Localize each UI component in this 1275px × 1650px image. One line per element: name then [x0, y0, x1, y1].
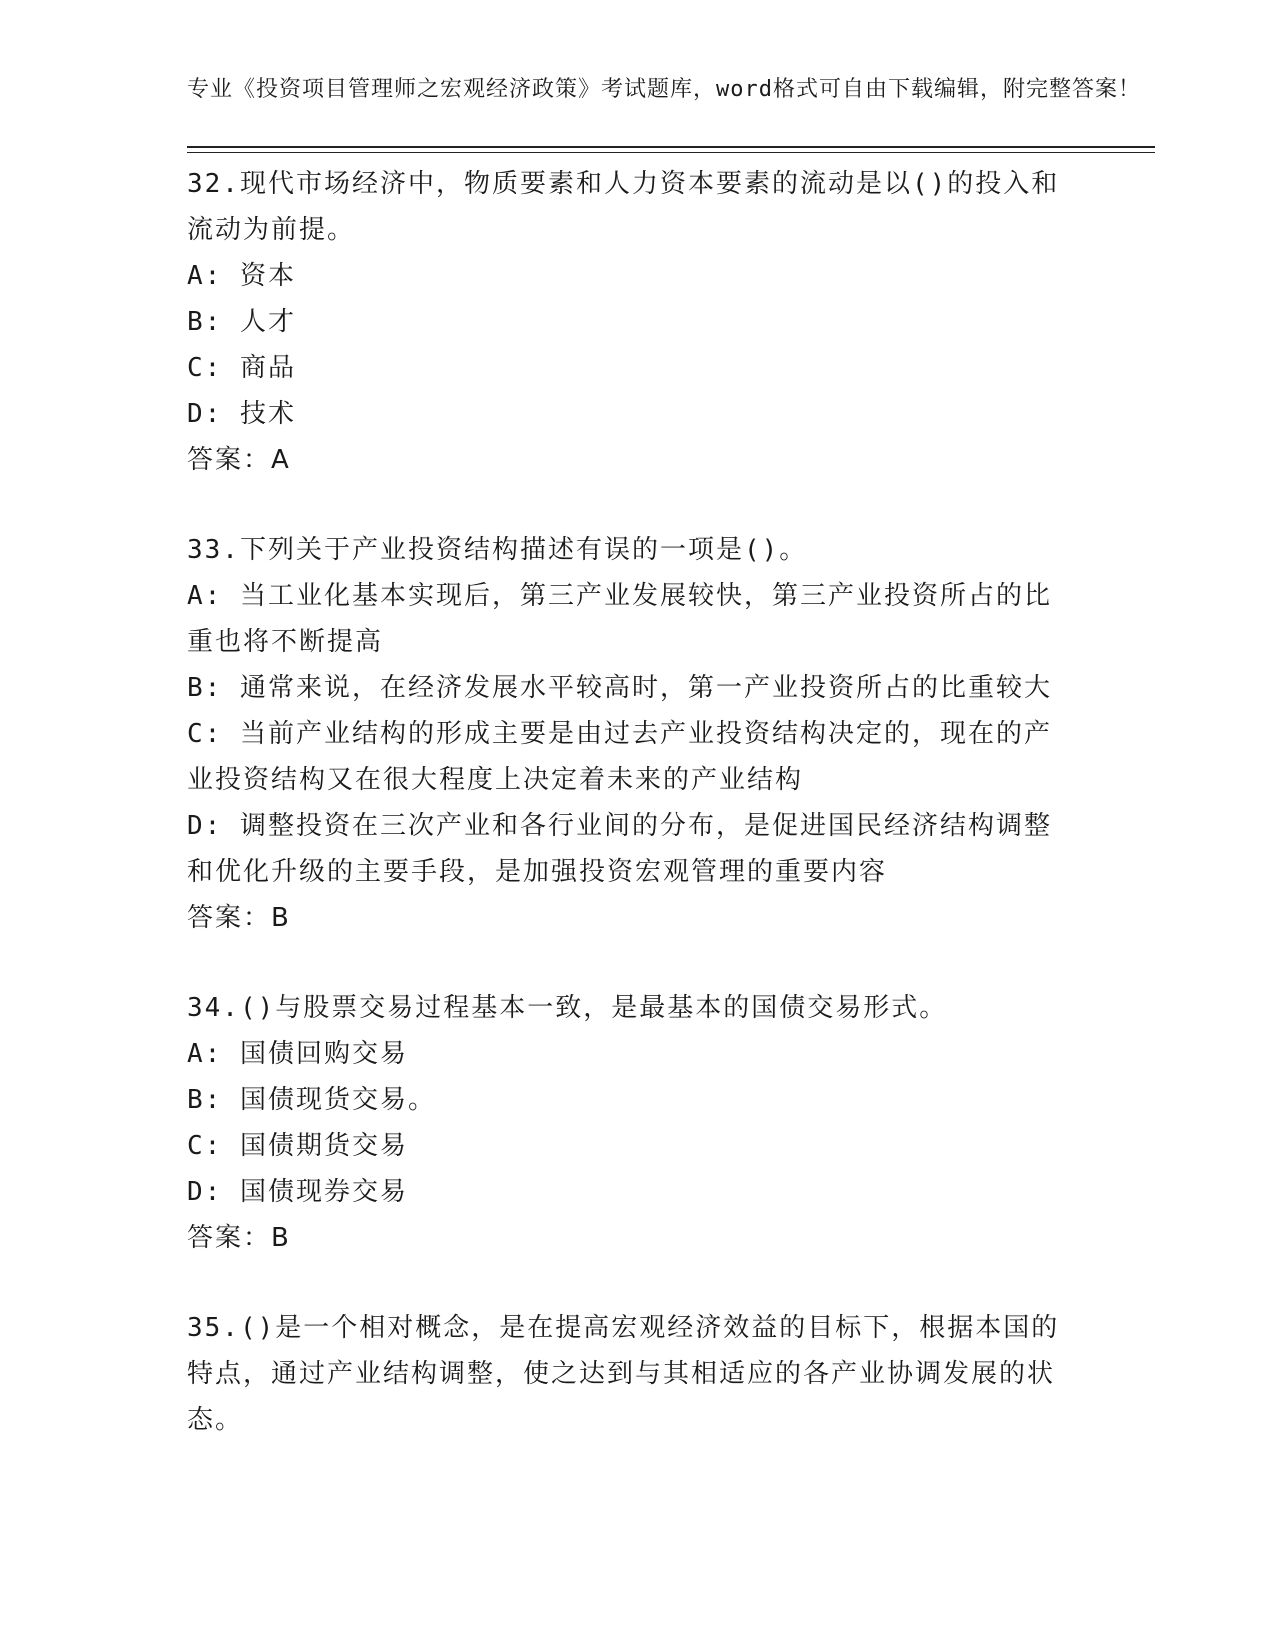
- option-c: C: 当前产业结构的形成主要是由过去产业投资结构决定的，现在的产业投资结构又在很大程度上决定着未来的产业结构: [187, 719, 1052, 795]
- header-divider: [187, 146, 1155, 153]
- answer-line: 答案：B: [187, 903, 291, 933]
- option-c: C: 国债期货交易: [187, 1131, 408, 1161]
- option-a: A: 资本: [187, 261, 296, 291]
- question-32: [187, 161, 1155, 483]
- option-b: B: 人才: [187, 307, 296, 337]
- question-34: [187, 985, 1155, 1261]
- question-33: [187, 527, 1155, 941]
- question-list: [187, 161, 1155, 1443]
- question-stem: 35.()是一个相对概念，是在提高宏观经济效益的目标下，根据本国的特点，通过产业结构调整，使之达到与其相适应的各产业协调发展的状态。: [187, 1313, 1060, 1435]
- option-b: B: 通常来说，在经济发展水平较高时，第一产业投资所占的比重较大: [187, 673, 1052, 703]
- option-d: D: 技术: [187, 399, 296, 429]
- document-page: [187, 74, 1155, 1487]
- option-a: A: 国债回购交易: [187, 1039, 408, 1069]
- question-35: [187, 1305, 1155, 1443]
- option-a: A: 当工业化基本实现后，第三产业发展较快，第三产业投资所占的比重也将不断提高: [187, 581, 1052, 657]
- question-stem: 34.()与股票交易过程基本一致，是最基本的国债交易形式。: [187, 993, 948, 1023]
- option-c: C: 商品: [187, 353, 296, 383]
- option-d: D: 调整投资在三次产业和各行业间的分布，是促进国民经济结构调整和优化升级的主要手段，是加强投资宏观管理的重要内容: [187, 811, 1052, 887]
- header-note: 专业《投资项目管理师之宏观经济政策》考试题库，word格式可自由下载编辑，附完整答案！: [187, 77, 1141, 102]
- option-d: D: 国债现券交易: [187, 1177, 408, 1207]
- answer-line: 答案：A: [187, 445, 291, 475]
- question-stem: 33.下列关于产业投资结构描述有误的一项是()。: [187, 535, 808, 565]
- question-stem: 32.现代市场经济中，物质要素和人力资本要素的流动是以()的投入和流动为前提。: [187, 169, 1060, 245]
- answer-line: 答案：B: [187, 1223, 291, 1253]
- option-b: B: 国债现货交易。: [187, 1085, 436, 1115]
